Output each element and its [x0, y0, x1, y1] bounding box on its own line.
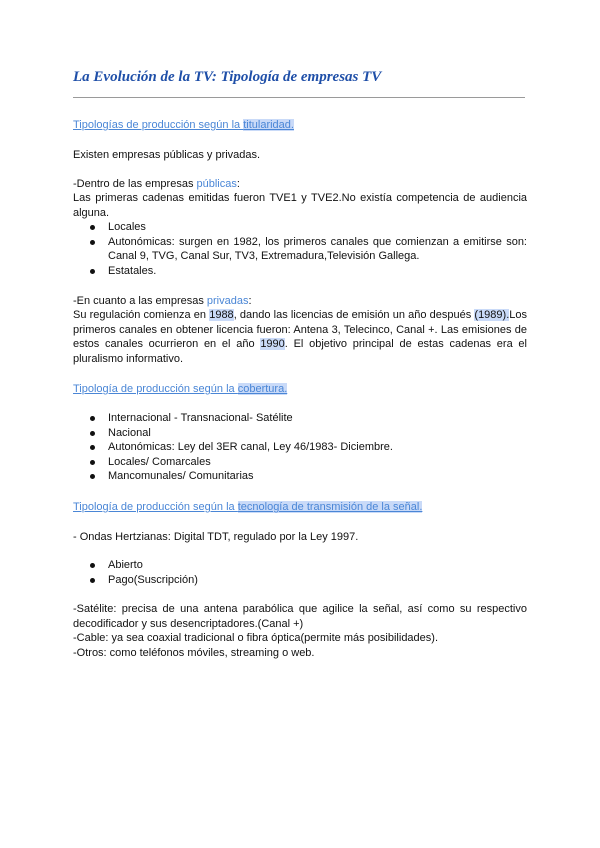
privadas-label-pre: -En cuanto a las empresas [73, 295, 207, 307]
list-item [73, 235, 527, 264]
bullet-icon [90, 225, 95, 230]
cobertura-list [73, 411, 527, 484]
list-item-text: Pago(Suscripción) [108, 573, 198, 586]
list-item [73, 264, 527, 279]
publicas-list [73, 220, 527, 278]
list-item-text: Locales [108, 221, 146, 233]
heading-text[interactable]: Tipología de producción según la [73, 383, 238, 395]
list-item-text: Nacional [108, 426, 151, 439]
publicas-label [73, 177, 527, 192]
privadas-label-post: : [248, 295, 252, 307]
privadas-paragraph [73, 308, 527, 366]
bullet-icon [90, 445, 95, 450]
document-title: La Evolución de la TV: Tipología de empresas TV [73, 69, 382, 85]
publicas-label-pre: -Dentro de las empresas [73, 178, 197, 190]
list-item [73, 469, 527, 484]
bullet-icon [90, 474, 95, 479]
privadas-text-3: Los primeros canales en obtener licencia fueron: Antena 3, Telecinco, Canal +. Las emisiones de estos canales ocurrieron en el año [73, 309, 528, 350]
intro-paragraph: Existen empresas públicas y privadas. [73, 149, 261, 161]
heading-text[interactable]: Tipología de producción según la [73, 501, 238, 513]
list-item-text: Autonómicas: surgen en 1982, los primeros canales que comienzan a emitirse son: Canal 9, TVG, Canal Sur, TV3, Extremadura,Televisión Gallega. [108, 235, 527, 262]
privadas-label [73, 294, 527, 309]
privadas-text-2: , dando las licencias de emisión un año después [233, 309, 475, 321]
list-item-text: Mancomunales/ Comunitarias [108, 470, 254, 482]
list-item [73, 411, 527, 426]
ondas-paragraph: - Ondas Hertzianas: Digital TDT, regulado por la Ley 1997. [73, 531, 359, 543]
list-item-text: Autonómicas: Ley del 3ER canal, Ley 46/1983- Diciembre. [108, 441, 393, 453]
heading-highlight[interactable]: tecnología de transmisión de la señal. [237, 501, 423, 513]
heading-text[interactable]: Tipologías de producción según la [73, 119, 244, 131]
title-divider [73, 97, 525, 98]
heading-highlight[interactable]: cobertura. [237, 383, 288, 395]
bullet-icon [90, 416, 95, 421]
bullet-icon [90, 431, 95, 436]
list-item [73, 426, 527, 441]
publicas-label-post: : [236, 178, 240, 190]
bullet-icon [90, 240, 95, 245]
list-item [73, 220, 527, 235]
ondas-list [73, 558, 527, 587]
publicas-paragraph: Las primeras cadenas emitidas fueron TVE1 y TVE2.No existía competencia de audiencia alguna. [73, 192, 527, 219]
bullet-icon [90, 578, 95, 583]
privadas-word: privadas [206, 295, 249, 307]
list-item-text: Abierto [108, 559, 143, 571]
bullet-icon [90, 460, 95, 465]
list-item [73, 440, 527, 455]
year-highlight: (1989). [474, 309, 510, 321]
privadas-text-1: Su regulación comienza en [73, 309, 210, 321]
section-titularidad-heading[interactable] [73, 118, 527, 133]
cable-paragraph: -Cable: ya sea coaxial tradicional o fibra óptica(permite más posibilidades). [73, 632, 439, 644]
bullet-icon [90, 269, 95, 274]
privadas-text-4: . El objetivo principal de estas cadenas era el pluralismo informativo. [73, 338, 527, 365]
list-item-text: Estatales. [108, 264, 157, 277]
list-item [73, 455, 527, 470]
section-cobertura-heading[interactable] [73, 382, 527, 397]
bullet-icon [90, 563, 95, 568]
list-item-text: Internacional - Transnacional- Satélite [108, 412, 293, 424]
publicas-word: públicas [196, 178, 237, 190]
year-highlight: 1988 [209, 309, 234, 321]
section-tecnologia-heading[interactable] [73, 500, 527, 515]
heading-highlight[interactable]: titularidad. [243, 119, 294, 131]
list-item [73, 573, 527, 588]
satelite-paragraph: -Satélite: precisa de una antena parabólica que agilice la señal, así como su respectivo decodificador y sus desencriptadores.(Canal +) [73, 603, 527, 630]
otros-paragraph: -Otros: como teléfonos móviles, streaming o web. [73, 647, 315, 659]
list-item-text: Locales/ Comarcales [108, 455, 211, 468]
year-highlight: 1990 [260, 338, 285, 350]
list-item [73, 558, 527, 573]
